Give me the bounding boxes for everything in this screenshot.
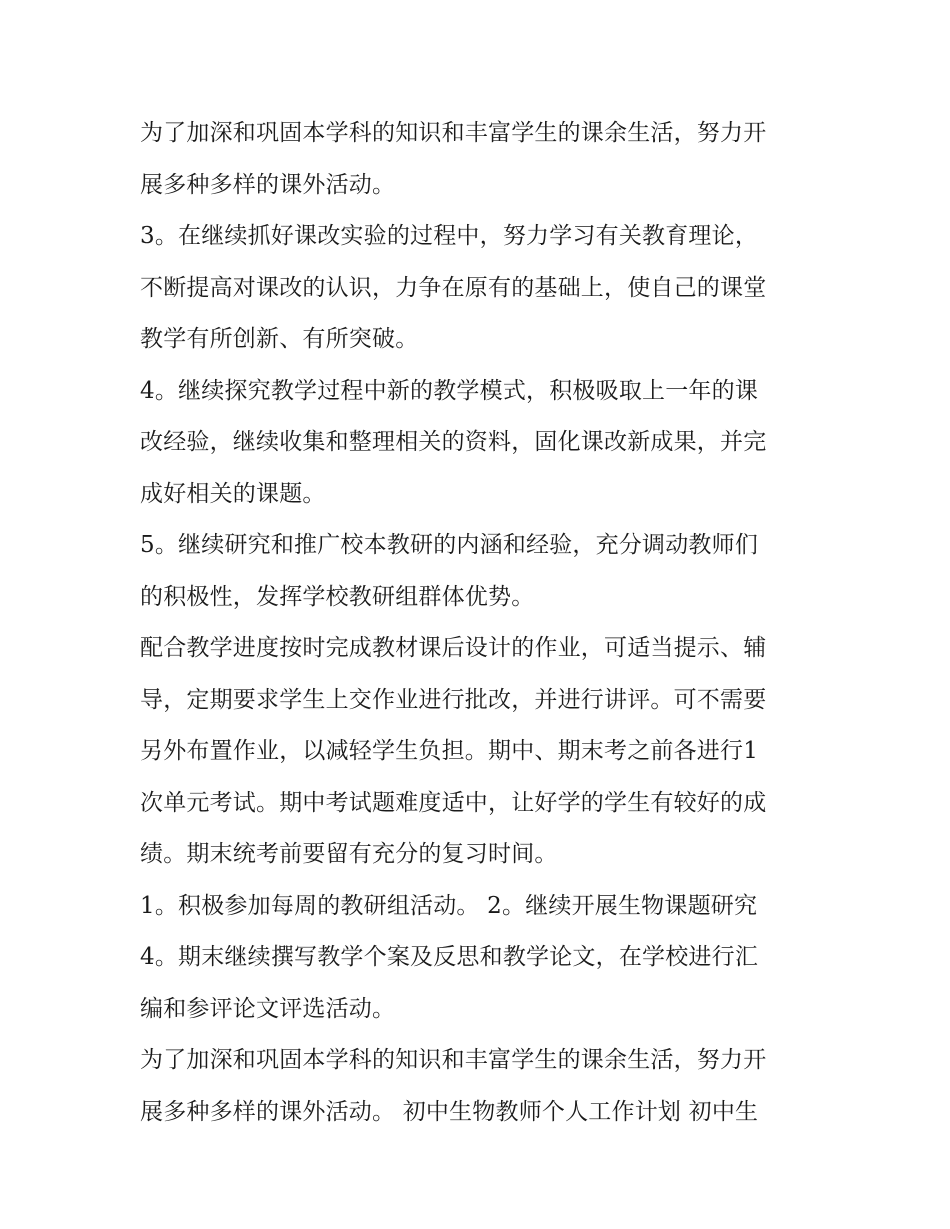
text-line: 改经验，继续收集和整理相关的资料，固化课改新成果，并完 xyxy=(140,429,767,455)
text-line: 教学有所创新、有所突破。 xyxy=(140,326,419,352)
text-line: 次单元考试。期中考试题难度适中，让好学的学生有较好的成 xyxy=(140,789,767,816)
text-line: 展多种多样的课外活动。 初中生物教师个人工作计划 初中生 xyxy=(140,1098,759,1125)
text-line: 成好相关的课题。 xyxy=(140,480,326,507)
text-line: 4。继续探究教学过程中新的教学模式，积极吸取上一年的课 xyxy=(140,377,759,404)
text-line: 不断提高对课改的认识，力争在原有的基础上，使自己的课堂 xyxy=(140,274,767,301)
text-line: 3。在继续抓好课改实验的过程中，努力学习有关教育理论， xyxy=(140,223,759,249)
text-line: 另外布置作业，以减轻学生负担。期中、期末考之前各进行1 xyxy=(140,738,759,764)
text-line: 为了加深和巩固本学科的知识和丰富学生的课余生活，努力开 xyxy=(140,120,767,146)
text-line: 为了加深和巩固本学科的知识和丰富学生的课余生活，努力开 xyxy=(140,1047,767,1073)
text-line: 的积极性，发挥学校教研组群体优势。 xyxy=(140,583,535,610)
text-line: 1。积极参加每周的教研组活动。 2。继续开展生物课题研究 xyxy=(140,892,758,919)
text-line: 绩。期末统考前要留有充分的复习时间。 xyxy=(140,841,558,867)
text-line: 导，定期要求学生上交作业进行批改，并进行讲评。可不需要 xyxy=(140,686,767,713)
text-line: 编和参评论文评选活动。 xyxy=(140,995,396,1022)
text-line: 5。继续研究和推广校本教研的内涵和经验，充分调动教师们 xyxy=(140,532,759,558)
document-body xyxy=(140,108,820,1138)
text-line: 展多种多样的课外活动。 xyxy=(140,171,396,198)
text-line: 配合教学进度按时完成教材课后设计的作业，可适当提示、辅 xyxy=(140,635,767,661)
text-line: 4。期末继续撰写教学个案及反思和教学论文，在学校进行汇 xyxy=(140,944,759,970)
